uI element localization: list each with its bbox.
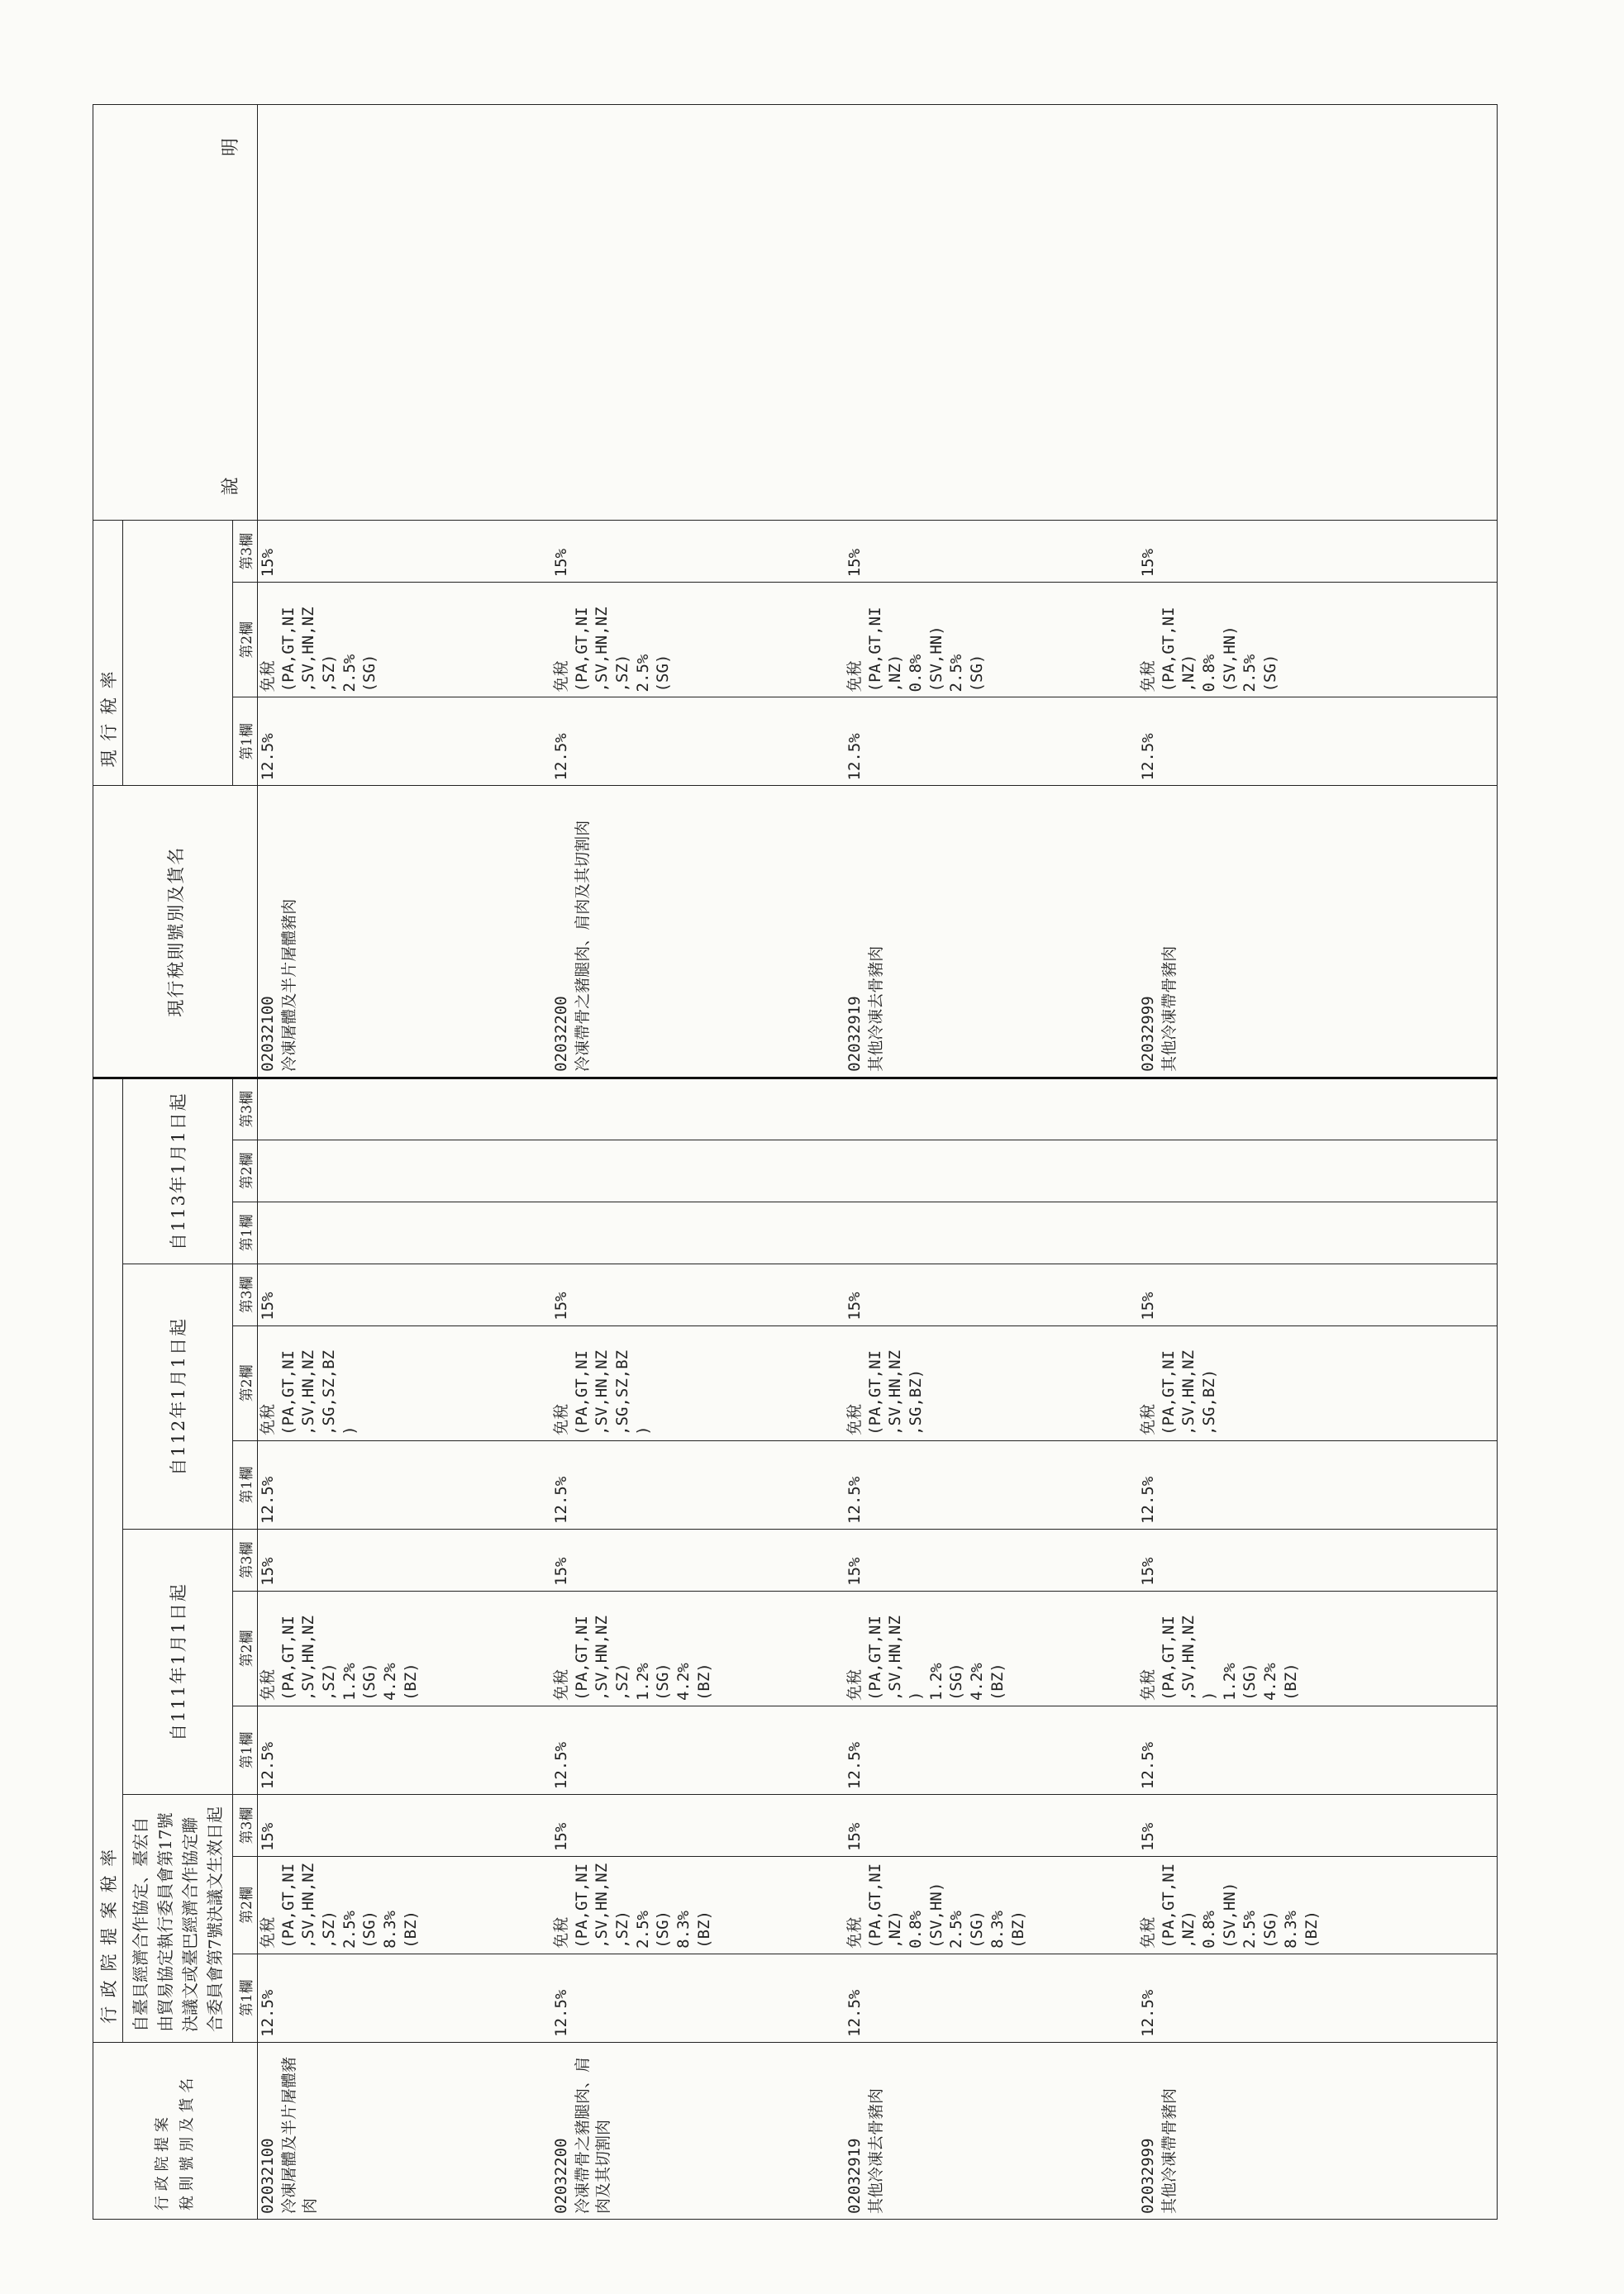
rate-value: 12.5% (1139, 1476, 1157, 1524)
rate-value: 15% (845, 548, 864, 578)
proposed-code-header (93, 2042, 258, 2219)
table-entry (845, 1954, 1138, 2042)
table-entry (258, 1326, 551, 1440)
table-entry (258, 1202, 551, 1264)
rate-value: 12.5% (845, 733, 864, 781)
explanation-header (93, 105, 258, 521)
table-entry (1138, 1706, 1431, 1794)
current-tariff-code: 02032200 (552, 996, 570, 1072)
body-cur-col3 (258, 521, 1498, 583)
rate-value: 15% (845, 1822, 864, 1852)
rate-value: 免稅 (PA,GT,NI ,NZ) 0.8% (SV,HN) 2.5% (SG) (1139, 607, 1280, 692)
table-entry (1138, 1954, 1431, 2042)
rate-value: 12.5% (845, 1989, 864, 2037)
rate-value: 12.5% (1139, 733, 1157, 781)
group3-header: 自112年1月1日起 (123, 1264, 233, 1529)
table-entry (551, 1857, 845, 1954)
goods-name: 其他冷凍去骨豬肉 (866, 2087, 885, 2214)
current-tariff-code: 02032999 (1139, 996, 1157, 1072)
explain-left-char: 說 (221, 477, 241, 496)
table-entry (551, 1795, 845, 1856)
table-entry (1138, 521, 1431, 582)
rate-value: 12.5% (259, 1741, 277, 1790)
table-entry (845, 2043, 1138, 2219)
table-entry (845, 1795, 1138, 1856)
rate-value: 12.5% (259, 733, 277, 781)
rate-value: 15% (259, 548, 277, 578)
body-current-code (258, 786, 1498, 1078)
rate-value: 免稅 (PA,GT,NI ,NZ) 0.8% (SV,HN) 2.5% (SG) (845, 607, 987, 692)
rate-value: 12.5% (552, 1741, 570, 1790)
proposed-rate-title: 行 政 院 提 案 稅 率 (98, 1847, 119, 2024)
rate-value: 免稅 (PA,GT,NI ,SV,HN,NZ ) 1.2% (SG) 4.2% (BZ) (1139, 1616, 1300, 1701)
table-entry (551, 1954, 845, 2042)
current-goods-name: 其他冷凍帶骨豬肉 (1160, 945, 1179, 1072)
table-entry (258, 583, 551, 697)
rate-value: 15% (552, 1292, 570, 1321)
body-g1-col1 (258, 1954, 1498, 2042)
rate-value: 免稅 (PA,GT,NI ,SV,HN,NZ ,SZ) 2.5% (SG) (552, 607, 673, 692)
cur-col1: 第1欄 (233, 697, 258, 786)
rate-value: 15% (259, 1822, 277, 1852)
rate-value: 15% (1139, 548, 1157, 578)
table-entry (551, 1441, 845, 1529)
table-entry (845, 1530, 1138, 1591)
table-entry (258, 1079, 551, 1140)
table-entry (551, 1264, 845, 1325)
table-entry (551, 1706, 845, 1794)
body-cur-col2 (258, 583, 1498, 697)
table-entry (845, 583, 1138, 697)
table-entry (1138, 1079, 1431, 1140)
body-g3-col2 (258, 1325, 1498, 1440)
rate-value: 12.5% (845, 1476, 864, 1524)
table-entry (1138, 1202, 1431, 1264)
g2-col1: 第1欄 (233, 1706, 258, 1795)
table-entry (258, 697, 551, 785)
rate-value: 免稅 (PA,GT,NI ,SV,HN,NZ ,SZ) 1.2% (SG) 4.2% (BZ) (259, 1616, 420, 1701)
body-g1-col2 (258, 1857, 1498, 1954)
table-entry (551, 787, 845, 1077)
table-entry (258, 1264, 551, 1325)
table-entry (1138, 1530, 1431, 1591)
table-entry (258, 787, 551, 1077)
table-entry (258, 521, 551, 582)
body-cur-col1 (258, 697, 1498, 786)
g1-col2: 第2欄 (233, 1857, 258, 1954)
rate-value: 免稅 (PA,GT,NI ,NZ) 0.8% (SV,HN) 2.5% (SG) 8.3% (BZ) (845, 1863, 1027, 1949)
table-entry (845, 1264, 1138, 1325)
table-entry (1138, 697, 1431, 785)
rate-value: 免稅 (PA,GT,NI ,SV,HN,NZ ,SG,SZ,BZ ) (552, 1349, 652, 1435)
current-tariff-code: 02032100 (259, 996, 277, 1072)
table-entry (258, 1441, 551, 1529)
current-tariff-code: 02032919 (845, 996, 864, 1072)
current-rate-spacer (123, 521, 233, 786)
table-body-row (258, 105, 1498, 2220)
table-entry (845, 1706, 1138, 1794)
rate-value: 免稅 (PA,GT,NI ,SV,HN,NZ ,SG,BZ) (1139, 1349, 1219, 1435)
body-g4-col3 (258, 1078, 1498, 1140)
table-entry (258, 1140, 551, 1202)
rate-value: 免稅 (PA,GT,NI ,SV,HN,NZ ) 1.2% (SG) 4.2% (BZ) (845, 1616, 1007, 1701)
table-entry (551, 2043, 845, 2219)
table-entry (845, 1079, 1138, 1140)
table-entry (551, 521, 845, 582)
rate-value: 免稅 (PA,GT,NI ,NZ) 0.8% (SV,HN) 2.5% (SG) 8.3% (BZ) (1139, 1863, 1321, 1949)
goods-name: 冷凍屠體及半片屠體豬肉 (279, 2056, 320, 2214)
tariff-code: 02032999 (1139, 2138, 1157, 2214)
tariff-table (93, 104, 1498, 2220)
table-entry (258, 1530, 551, 1591)
proposed-code-header-line2: 稅 則 號 別 及 貨 名 (179, 2077, 196, 2211)
rate-value: 免稅 (PA,GT,NI ,SV,HN,NZ ,SZ) 1.2% (SG) 4.2% (BZ) (552, 1616, 713, 1701)
g3-col2: 第2欄 (233, 1325, 258, 1440)
rate-value: 15% (1139, 1292, 1157, 1321)
body-g1-col3 (258, 1795, 1498, 1857)
rate-value: 免稅 (PA,GT,NI ,SV,HN,NZ ,SZ) 2.5% (SG) 8.3% (BZ) (552, 1863, 713, 1949)
body-g3-col1 (258, 1440, 1498, 1529)
table-entry (845, 697, 1138, 785)
g3-col1: 第1欄 (233, 1440, 258, 1529)
table-entry (1138, 1441, 1431, 1529)
tariff-code: 02032100 (259, 2138, 277, 2214)
rate-value: 12.5% (259, 1989, 277, 2037)
rate-value: 免稅 (PA,GT,NI ,SV,HN,NZ ,SZ) 2.5% (SG) (259, 607, 379, 692)
table-entry (1138, 1326, 1431, 1440)
current-rate-header (93, 521, 123, 786)
body-g4-col2 (258, 1140, 1498, 1202)
table-entry (258, 1592, 551, 1706)
g1-col3: 第3欄 (233, 1795, 258, 1857)
goods-name: 冷凍帶骨之豬腿肉、肩肉及其切割肉 (573, 2056, 613, 2214)
g3-col3: 第3欄 (233, 1264, 258, 1325)
table-entry (551, 1592, 845, 1706)
rate-value: 免稅 (PA,GT,NI ,SV,HN,NZ ,SG,BZ) (845, 1349, 926, 1435)
current-goods-name: 冷凍帶骨之豬腿肉、肩肉及其切割肉 (573, 820, 592, 1072)
rate-value: 15% (1139, 1557, 1157, 1586)
table-entry (551, 1326, 845, 1440)
body-g2-col2 (258, 1591, 1498, 1706)
rate-value: 12.5% (552, 733, 570, 781)
rate-value: 15% (552, 548, 570, 578)
rate-value: 15% (845, 1557, 864, 1586)
cur-col2: 第2欄 (233, 583, 258, 697)
body-g4-col1 (258, 1202, 1498, 1264)
tariff-code: 02032919 (845, 2138, 864, 2214)
table-entry (551, 583, 845, 697)
table-entry (258, 1706, 551, 1794)
g4-col3: 第3欄 (233, 1078, 258, 1140)
table-entry (845, 521, 1138, 582)
body-g3-col3 (258, 1264, 1498, 1325)
table-entry (258, 1857, 551, 1954)
table-entry (551, 1079, 845, 1140)
proposed-code-header-line1: 行 政 院 提 案 (153, 2117, 171, 2211)
table-entry (1138, 1592, 1431, 1706)
rate-value: 12.5% (259, 1476, 277, 1524)
tariff-code: 02032200 (552, 2138, 570, 2214)
current-code-title: 現行稅則號別及貨名 (166, 845, 186, 1017)
table-entry (1138, 1857, 1431, 1954)
table-entry (258, 1795, 551, 1856)
body-explanation (258, 105, 1498, 521)
table-entry (551, 1202, 845, 1264)
body-proposed-code (258, 2042, 1498, 2219)
proposed-rate-header (93, 1078, 123, 2042)
table-entry (845, 1326, 1138, 1440)
body-g2-col3 (258, 1529, 1498, 1591)
group4-header: 自113年1月1日起 (123, 1078, 233, 1264)
table-entry (1138, 2043, 1431, 2219)
table-entry (1138, 787, 1431, 1077)
current-goods-name: 冷凍屠體及半片屠體豬肉 (279, 898, 298, 1072)
current-goods-name: 其他冷凍去骨豬肉 (866, 945, 885, 1072)
table-entry (551, 1530, 845, 1591)
table-entry (845, 1857, 1138, 1954)
table-entry (1138, 1140, 1431, 1202)
g2-col2: 第2欄 (233, 1591, 258, 1706)
rate-value: 12.5% (845, 1741, 864, 1790)
body-g2-col1 (258, 1706, 1498, 1795)
explain-right-char: 明 (221, 138, 241, 157)
rate-value: 15% (552, 1557, 570, 1586)
goods-name: 其他冷凍帶骨豬肉 (1160, 2087, 1179, 2214)
table-entry (551, 1140, 845, 1202)
table-entry (258, 1954, 551, 2042)
g1-col1: 第1欄 (233, 1954, 258, 2042)
table-entry (1138, 1264, 1431, 1325)
rate-value: 免稅 (PA,GT,NI ,SV,HN,NZ ,SG,SZ,BZ ) (259, 1349, 359, 1435)
table-entry (1138, 1795, 1431, 1856)
rate-value: 12.5% (1139, 1989, 1157, 2037)
rate-value: 12.5% (552, 1476, 570, 1524)
table-entry (845, 1592, 1138, 1706)
rate-value: 15% (259, 1292, 277, 1321)
table-entry (845, 787, 1138, 1077)
rate-value: 12.5% (1139, 1741, 1157, 1790)
rate-value: 15% (552, 1822, 570, 1852)
g2-col3: 第3欄 (233, 1529, 258, 1591)
group2-header: 自111年1月1日起 (123, 1529, 233, 1794)
table-entry (845, 1441, 1138, 1529)
table-entry (551, 697, 845, 785)
current-rate-title: 現 行 稅 率 (98, 669, 119, 768)
group1-header: 自臺貝經濟合作協定、臺宏自由貿易協定執行委員會第17號決議文或臺巴經濟合作協定聯合委員會第7號決議文生效日起 (123, 1795, 233, 2043)
g4-col1: 第1欄 (233, 1202, 258, 1264)
cur-col3: 第3欄 (233, 521, 258, 583)
table-entry (845, 1140, 1138, 1202)
rate-value: 15% (845, 1292, 864, 1321)
current-code-header (93, 786, 258, 1078)
table-entry (845, 1202, 1138, 1264)
rate-value: 15% (259, 1557, 277, 1586)
rate-value: 12.5% (552, 1989, 570, 2037)
table-entry (258, 2043, 551, 2219)
rate-value: 15% (1139, 1822, 1157, 1852)
g4-col2: 第2欄 (233, 1140, 258, 1202)
table-entry (1138, 583, 1431, 697)
rate-value: 免稅 (PA,GT,NI ,SV,HN,NZ ,SZ) 2.5% (SG) 8.3% (BZ) (259, 1863, 420, 1949)
